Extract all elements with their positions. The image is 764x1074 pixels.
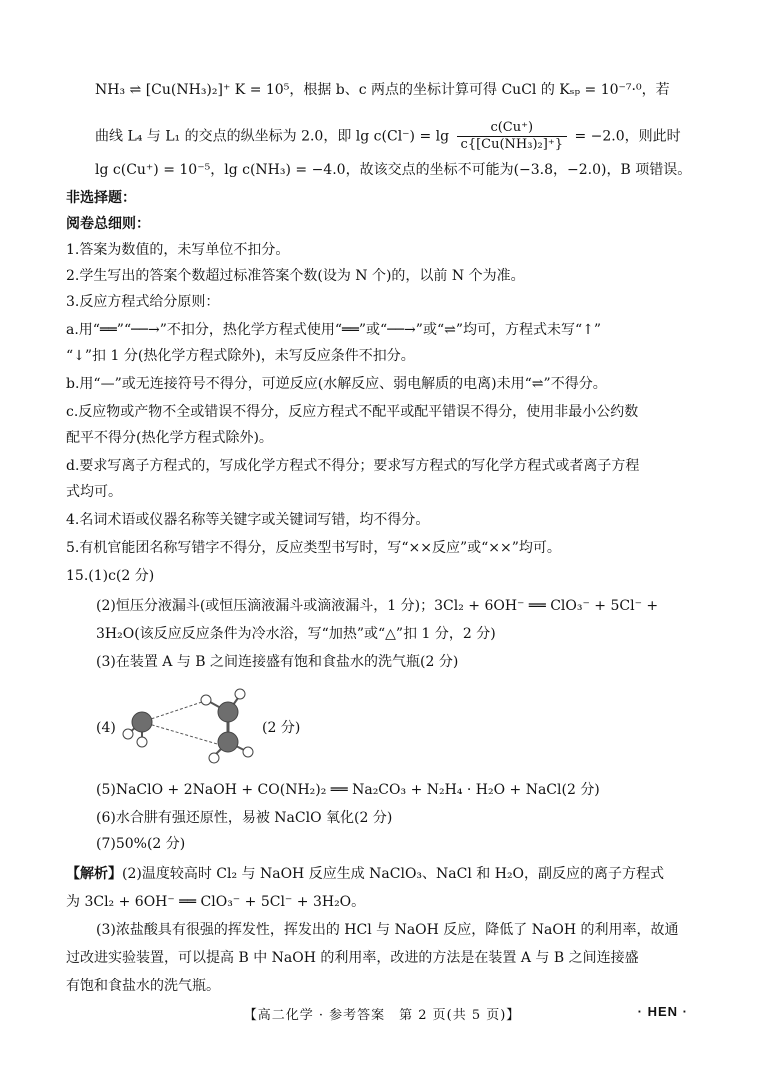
answer-points: (2 分) bbox=[262, 720, 301, 736]
section-heading: 阅卷总细则： bbox=[66, 216, 150, 232]
rule-item: 4.名词术语或仪器名称等关键字或关键词写错，均不得分。 bbox=[66, 512, 430, 528]
analysis-line: 过改进实验装置，可以提高 B 中 NaOH 的利用率，改进的方法是在装置 A 与 B 之间连接盛 bbox=[66, 950, 639, 966]
answer-label: (4) bbox=[96, 720, 116, 736]
question-number: 15.(1)c(2 分) bbox=[66, 568, 155, 584]
rule-item: 式均可。 bbox=[66, 484, 122, 500]
answer-item: (5)NaClO + 2NaOH + CO(NH₂)₂ ══ Na₂CO₃ + N₂H₄ · H₂O + NaCl(2 分) bbox=[96, 782, 600, 798]
answer-item: (7)50%(2 分) bbox=[96, 836, 186, 852]
text-line: NH₃ ⇌ [Cu(NH₃)₂]⁺ K = 10⁵，根据 b、c 两点的坐标计算可得 CuCl 的 Kₛₚ = 10⁻⁷·⁰，若 bbox=[95, 82, 670, 98]
hydrogen-atom bbox=[235, 689, 245, 699]
text-line: lg c(Cu⁺) = 10⁻⁵，lg c(NH₃) = −4.0，故该交点的坐标不可能为(−3.8，−2.0)，B 项错误。 bbox=[95, 162, 692, 178]
answer-item: (2)恒压分液漏斗(或恒压滴液漏斗或滴液漏斗，1 分)；3Cl₂ + 6OH⁻ ══ ClO₃⁻ + 5Cl⁻ + bbox=[96, 598, 659, 614]
answer-item: (3)在装置 A 与 B 之间连接盛有饱和食盐水的洗气瓶(2 分) bbox=[96, 654, 459, 670]
fraction bbox=[457, 120, 567, 153]
rule-item: c.反应物或产物不全或错误不得分，反应方程式不配平或配平错误不得分，使用非最小公约数 bbox=[66, 404, 639, 420]
footer-mark: · HEN · bbox=[637, 1004, 688, 1019]
rule-item: b.用“—”或无连接符号不得分，可逆反应(水解反应、弱电解质的电离)未用“⇌”不得分。 bbox=[66, 376, 607, 392]
oxygen-atom bbox=[132, 712, 152, 732]
analysis-line bbox=[66, 864, 702, 884]
hydrogen-atom bbox=[123, 729, 133, 739]
analysis-label: 【解析】 bbox=[66, 866, 122, 882]
rule-item: 3.反应方程式给分原则： bbox=[66, 294, 220, 310]
hydrogen-atom bbox=[201, 695, 211, 705]
text-segment: 曲线 L₄ 与 L₁ 的交点的纵坐标为 2.0，即 lg c(Cl⁻) = lg bbox=[95, 128, 450, 145]
analysis-text: (2)温度较高时 Cl₂ 与 NaOH 反应生成 NaClO₃、NaCl 和 H₂O，副反应的离子方程式 bbox=[122, 866, 665, 882]
rule-item: a.用“══”“──→”不扣分，热化学方程式使用“══”或“──→”或“⇌”均可，方程式未写“↑” bbox=[66, 322, 602, 338]
rule-item: 1.答案为数值的，未写单位不扣分。 bbox=[66, 242, 290, 258]
hydrogen-atom bbox=[243, 747, 253, 757]
rule-item: “↓”扣 1 分(热化学方程式除外)，未写反应条件不扣分。 bbox=[66, 348, 415, 364]
analysis-line: (3)浓盐酸具有很强的挥发性，挥发出的 HCl 与 NaOH 反应，降低了 NaOH 的利用率，故通 bbox=[96, 922, 679, 938]
answer-item: (6)水合肼有强还原性，易被 NaClO 氧化(2 分) bbox=[96, 810, 393, 826]
page-footer bbox=[0, 1004, 764, 1026]
hydrogen-atom bbox=[137, 737, 147, 747]
text-line-with-fraction bbox=[95, 120, 702, 153]
hydrogen-bond bbox=[142, 722, 224, 746]
fraction-numerator: c(Cu⁺) bbox=[457, 120, 567, 137]
text-segment: = −2.0，则此时 bbox=[574, 128, 681, 145]
molecule-model bbox=[120, 684, 270, 780]
nitrogen-atom bbox=[218, 732, 238, 752]
nitrogen-atom bbox=[218, 702, 238, 722]
footer-text: 【高二化学 · 参考答案 第 2 页(共 5 页)】 bbox=[243, 1008, 521, 1023]
analysis-line: 有饱和食盐水的洗气瓶。 bbox=[66, 978, 220, 994]
fraction-denominator: c{[Cu(NH₃)₂]⁺} bbox=[460, 137, 563, 152]
section-heading: 非选择题： bbox=[66, 190, 136, 206]
analysis-line: 为 3Cl₂ + 6OH⁻ ══ ClO₃⁻ + 5Cl⁻ + 3H₂O。 bbox=[66, 894, 366, 910]
rule-item: 5.有机官能团名称写错字不得分，反应类型书写时，写“××反应”或“××”均可。 bbox=[66, 540, 561, 556]
rule-item: 配平不得分(热化学方程式除外)。 bbox=[66, 430, 273, 446]
hydrogen-atom bbox=[209, 753, 219, 763]
rule-item: 2.学生写出的答案个数超过标准答案个数(设为 N 个)的，以前 N 个为准。 bbox=[66, 268, 525, 284]
answer-item: 3H₂O(该反应反应条件为冷水浴，写“加热”或“△”扣 1 分，2 分) bbox=[96, 626, 496, 642]
rule-item: d.要求写离子方程式的，写成化学方程式不得分；要求写方程式的写化学方程式或者离子方程 bbox=[66, 458, 640, 474]
